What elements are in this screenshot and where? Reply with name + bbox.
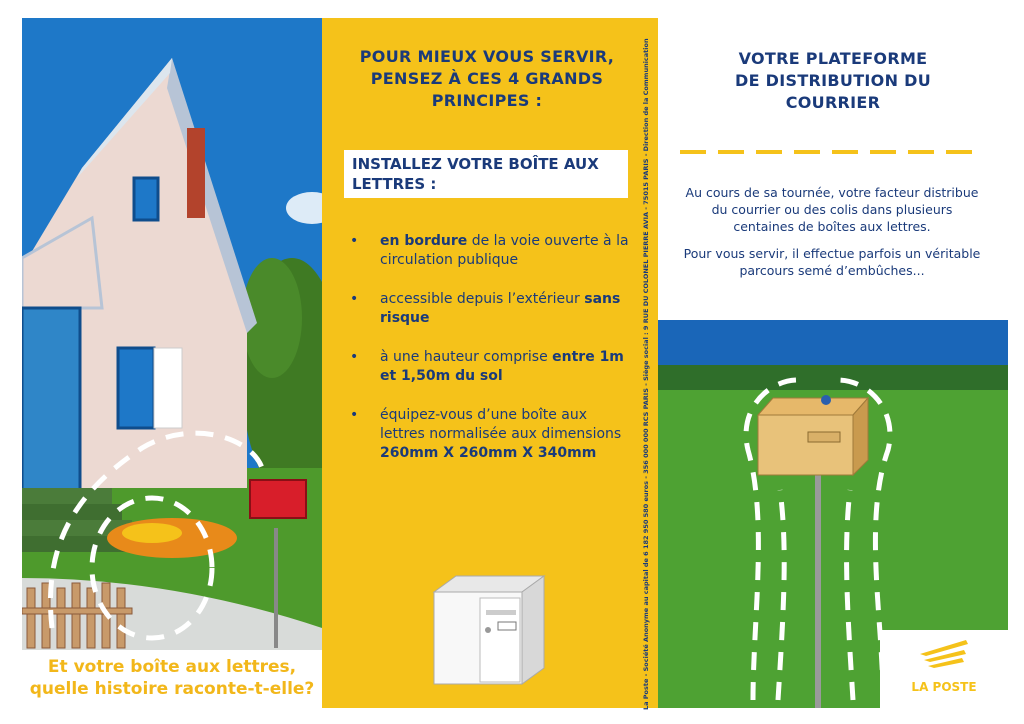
legal-notice: [632, 38, 650, 710]
left-caption: [22, 656, 322, 700]
box-line: LETTRES :: [352, 175, 437, 193]
la-poste-logo-icon: [880, 630, 1008, 678]
text: accessible depuis l’extérieur: [380, 291, 585, 307]
title-line: PENSEZ À CES 4 GRANDS: [370, 69, 604, 88]
principles-list: [350, 232, 630, 483]
box-line: INSTALLEZ VOTRE BOÎTE AUX: [352, 155, 599, 173]
principle-item: [350, 348, 630, 386]
title-line: COURRIER: [785, 93, 881, 112]
title-line: PRINCIPES :: [431, 91, 543, 110]
caption-line-2: quelle histoire raconte-t-elle?: [29, 679, 315, 699]
paragraph-1: Au cours de sa tournée, votre facteur distribue du courrier ou des colis dans plusieurs centaines de boîtes aux lettres.: [685, 185, 979, 234]
install-heading-box: [344, 150, 628, 198]
middle-panel: [322, 18, 658, 708]
bold-text: 260mm X 260mm X 340mm: [380, 445, 597, 461]
text: à une hauteur comprise: [380, 349, 553, 365]
text: équipez-vous d’une boîte aux lettres normalisée aux dimensions: [380, 407, 622, 442]
bold-text: entre 1m et 1,50m du sol: [380, 349, 624, 384]
house-illustration: [22, 18, 322, 650]
legal-text: La Poste - Société Anonyme au capital de 6 182 950 580 euros - 356 000 000 RCS PARIS - Siège social : 9 RUE DU COLONEL PIERRE AVIA - 75015 PARIS - Direction de la Communication: [642, 38, 650, 710]
principle-item: [350, 232, 630, 270]
white-mailbox-image: [426, 572, 546, 692]
middle-title: [342, 46, 632, 112]
title-line: VOTRE PLATEFORME: [738, 49, 928, 68]
left-panel: [22, 18, 322, 708]
caption-line-1: Et votre boîte aux lettres,: [47, 657, 297, 677]
title-line: DE DISTRIBUTION DU: [734, 71, 932, 90]
right-description: [682, 184, 982, 289]
right-panel: [658, 18, 1008, 708]
bold-text: en bordure: [380, 233, 468, 249]
title-line: POUR MIEUX VOUS SERVIR,: [359, 47, 615, 66]
right-title: [678, 48, 988, 114]
bold-text: sans risque: [380, 291, 621, 326]
paragraph-2: Pour vous servir, il effectue parfois un véritable parcours semé d’embûches...: [683, 246, 981, 278]
la-poste-logo-text: LA POSTE: [911, 680, 977, 694]
principle-item: [350, 290, 630, 328]
la-poste-logo: [880, 630, 1008, 708]
text: de la voie ouverte à la circulation publique: [380, 233, 629, 268]
principle-item: [350, 406, 630, 463]
yellow-dashed-divider: [680, 150, 980, 154]
